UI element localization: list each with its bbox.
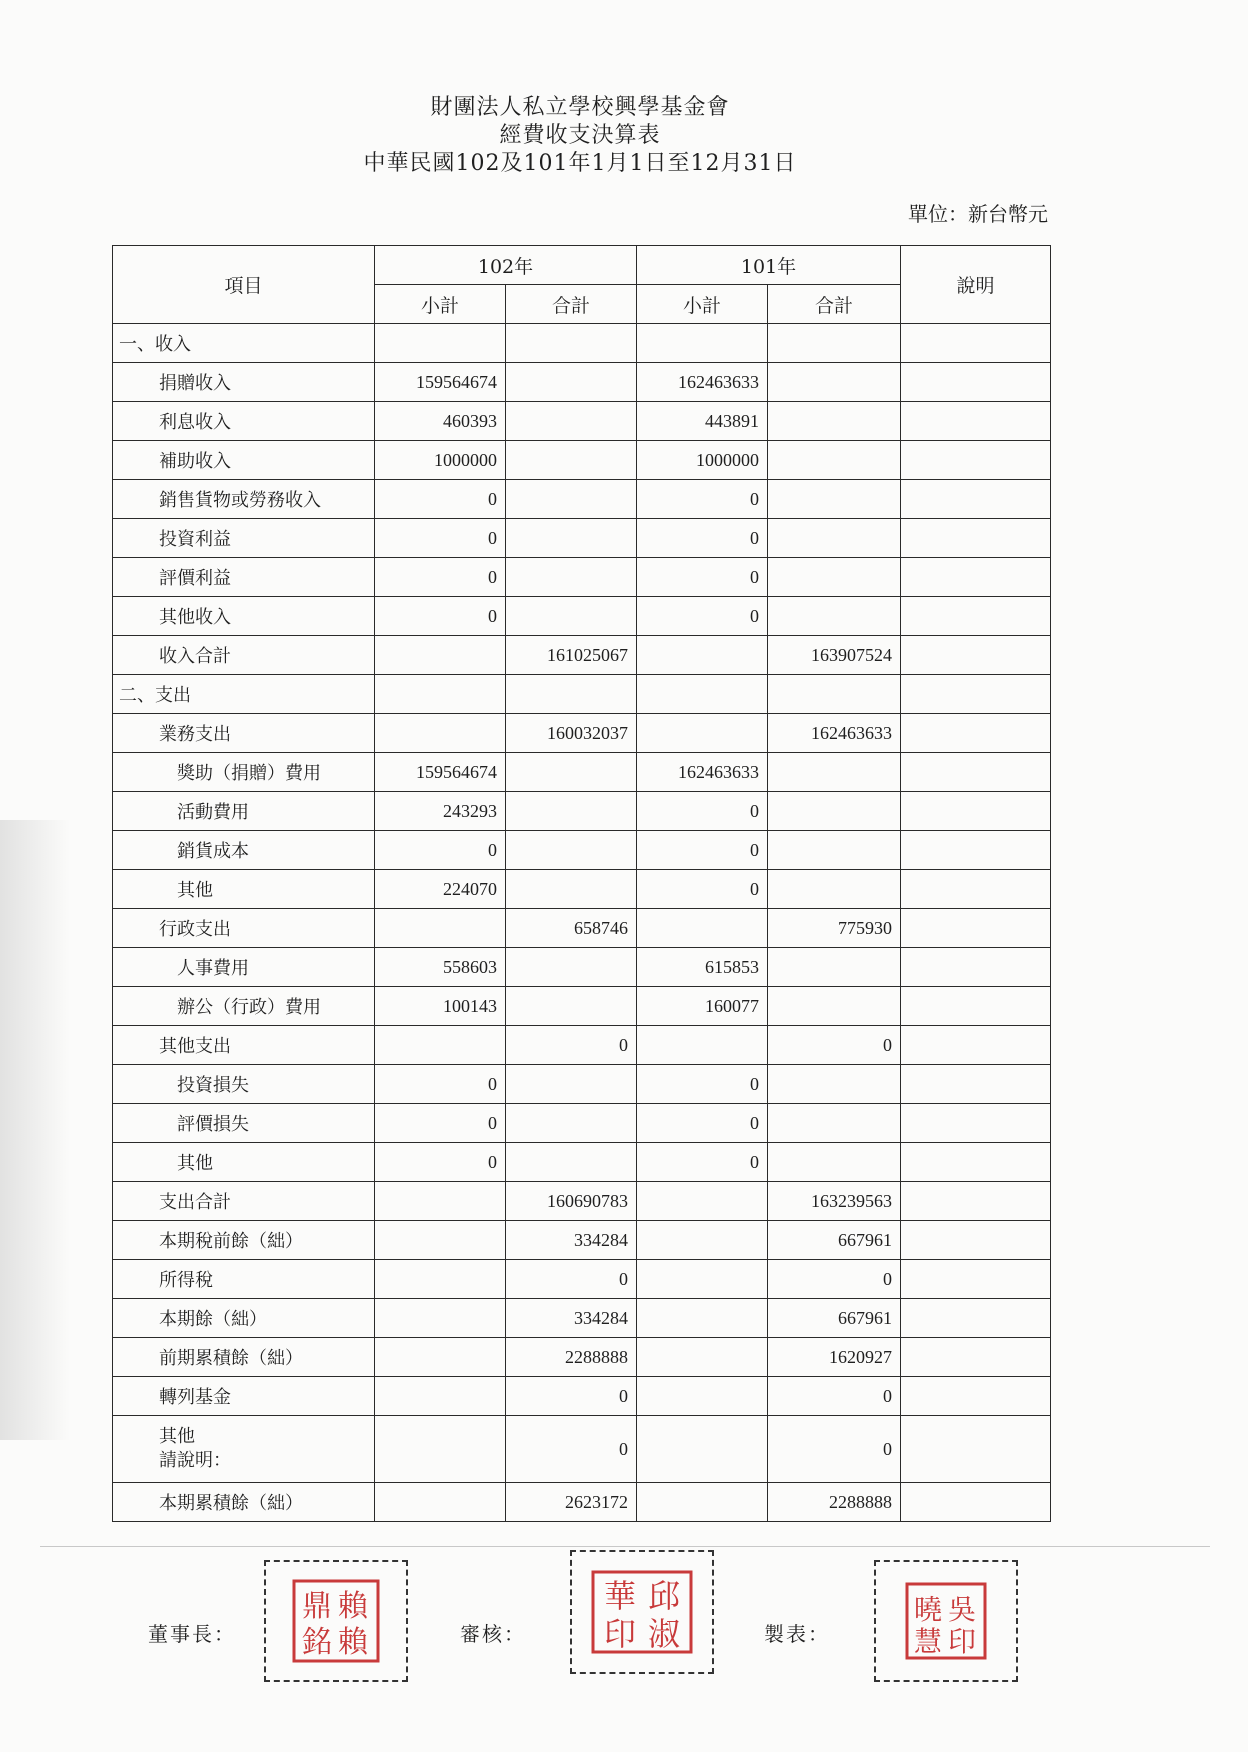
cell-101-total (768, 480, 901, 519)
cell-note (901, 1416, 1051, 1483)
row-label: 其他收入 (113, 597, 375, 636)
cell-102-subtotal: 460393 (375, 402, 506, 441)
cell-101-subtotal: 615853 (637, 948, 768, 987)
row-label: 其他 (113, 1143, 375, 1182)
cell-101-subtotal (637, 324, 768, 363)
cell-101-total (768, 558, 901, 597)
cell-102-subtotal (375, 1260, 506, 1299)
cell-102-total (506, 1065, 637, 1104)
prepare-signature-box (874, 1560, 1018, 1682)
cell-102-total (506, 753, 637, 792)
cell-102-total (506, 363, 637, 402)
cell-note (901, 675, 1051, 714)
cell-101-total: 667961 (768, 1221, 901, 1260)
cell-102-total: 160690783 (506, 1182, 637, 1221)
row-label: 活動費用 (113, 792, 375, 831)
financial-table (112, 245, 1051, 1522)
cell-101-subtotal: 0 (637, 1065, 768, 1104)
cell-102-total: 0 (506, 1377, 637, 1416)
cell-102-total: 161025067 (506, 636, 637, 675)
table-body (113, 324, 1051, 1522)
cell-102-total (506, 675, 637, 714)
cell-note (901, 987, 1051, 1026)
cell-note (901, 324, 1051, 363)
cell-note (901, 1377, 1051, 1416)
row-label: 其他支出 (113, 1026, 375, 1065)
header-101-subtotal: 小計 (637, 285, 768, 324)
row-label: 轉列基金 (113, 1377, 375, 1416)
report-title: 經費收支決算表 (499, 123, 661, 148)
cell-101-subtotal: 0 (637, 1104, 768, 1143)
cell-101-total (768, 1143, 901, 1182)
table-row (113, 753, 1051, 792)
cell-102-total (506, 948, 637, 987)
row-label: 補助收入 (113, 441, 375, 480)
svg-text:印: 印 (947, 1625, 977, 1658)
cell-note (901, 441, 1051, 480)
cell-101-subtotal (637, 909, 768, 948)
currency-unit: 單位：新台幣元 (908, 202, 1048, 226)
table-row (113, 1338, 1051, 1377)
cell-102-subtotal: 0 (375, 1104, 506, 1143)
signature-row (0, 1548, 1248, 1698)
table-row (113, 1483, 1051, 1522)
row-label (113, 1416, 375, 1483)
svg-text:鼎: 鼎 (302, 1589, 332, 1624)
cell-note (901, 714, 1051, 753)
cell-102-total (506, 324, 637, 363)
cell-102-subtotal (375, 1221, 506, 1260)
report-period: 中華民國102及101年1月1日至12月31日 (363, 151, 797, 176)
cell-102-subtotal: 0 (375, 480, 506, 519)
svg-text:賴: 賴 (338, 1589, 368, 1624)
cell-102-subtotal (375, 1377, 506, 1416)
cell-101-subtotal: 0 (637, 480, 768, 519)
cell-101-subtotal: 160077 (637, 987, 768, 1026)
svg-text:慧: 慧 (913, 1625, 943, 1658)
svg-text:華: 華 (603, 1577, 637, 1615)
cell-101-total (768, 402, 901, 441)
header-101-total: 合計 (768, 285, 901, 324)
table-row (113, 1065, 1051, 1104)
cell-102-subtotal (375, 909, 506, 948)
cell-102-total (506, 831, 637, 870)
row-label: 投資損失 (113, 1065, 375, 1104)
cell-101-total (768, 870, 901, 909)
header-year-102: 102年 (375, 246, 637, 285)
cell-101-subtotal (637, 636, 768, 675)
row-label: 評價損失 (113, 1104, 375, 1143)
review-signature-box (570, 1550, 714, 1674)
header-102-total: 合計 (506, 285, 637, 324)
cell-102-total: 160032037 (506, 714, 637, 753)
table-row (113, 597, 1051, 636)
row-label: 捐贈收入 (113, 363, 375, 402)
cell-102-subtotal: 1000000 (375, 441, 506, 480)
table-row (113, 909, 1051, 948)
row-label: 獎助（捐贈）費用 (113, 753, 375, 792)
cell-101-total (768, 675, 901, 714)
cell-101-subtotal (637, 1221, 768, 1260)
cell-101-total (768, 1104, 901, 1143)
header-year-101: 101年 (637, 246, 901, 285)
header-item: 項目 (113, 246, 375, 324)
cell-102-subtotal: 0 (375, 1143, 506, 1182)
cell-note (901, 1026, 1051, 1065)
svg-text:吳: 吳 (947, 1593, 977, 1626)
scan-shadow (0, 820, 70, 1440)
cell-101-subtotal (637, 675, 768, 714)
table-row (113, 1026, 1051, 1065)
cell-102-subtotal: 0 (375, 831, 506, 870)
cell-102-total (506, 402, 637, 441)
row-label: 本期餘（絀） (113, 1299, 375, 1338)
table-row (113, 441, 1051, 480)
chairman-seal (291, 1578, 381, 1664)
svg-text:銘: 銘 (302, 1625, 332, 1660)
table-row (113, 1143, 1051, 1182)
cell-102-subtotal: 159564674 (375, 753, 506, 792)
row-label: 銷售貨物或勞務收入 (113, 480, 375, 519)
svg-text:邱: 邱 (647, 1577, 681, 1615)
cell-102-total: 334284 (506, 1299, 637, 1338)
cell-101-total: 775930 (768, 909, 901, 948)
row-label: 評價利益 (113, 558, 375, 597)
cell-101-total: 163907524 (768, 636, 901, 675)
cell-note (901, 558, 1051, 597)
table-row (113, 558, 1051, 597)
table-row (113, 792, 1051, 831)
cell-note (901, 636, 1051, 675)
cell-note (901, 402, 1051, 441)
cell-101-total: 2288888 (768, 1483, 901, 1522)
cell-note (901, 597, 1051, 636)
cell-102-subtotal (375, 1483, 506, 1522)
cell-note (901, 1338, 1051, 1377)
cell-101-total (768, 324, 901, 363)
table-row (113, 1221, 1051, 1260)
cell-102-subtotal (375, 1026, 506, 1065)
cell-101-subtotal (637, 1299, 768, 1338)
cell-101-total (768, 948, 901, 987)
cell-102-total (506, 987, 637, 1026)
cell-101-total (768, 597, 901, 636)
row-label: 支出合計 (113, 1182, 375, 1221)
cell-102-subtotal: 0 (375, 597, 506, 636)
cell-102-total: 0 (506, 1416, 637, 1483)
table-row (113, 948, 1051, 987)
row-label: 一、收入 (113, 324, 375, 363)
cell-101-total (768, 441, 901, 480)
org-title: 財團法人私立學校興學基金會 (430, 95, 730, 120)
row-label: 本期稅前餘（絀） (113, 1221, 375, 1260)
cell-102-total: 0 (506, 1260, 637, 1299)
review-label: 審核： (460, 1622, 526, 1646)
row-label: 其他 (113, 870, 375, 909)
table-row (113, 870, 1051, 909)
cell-102-subtotal (375, 324, 506, 363)
cell-102-subtotal: 159564674 (375, 363, 506, 402)
cell-note (901, 1260, 1051, 1299)
table-row (113, 363, 1051, 402)
cell-102-total (506, 1104, 637, 1143)
review-seal (590, 1569, 694, 1655)
cell-101-total (768, 831, 901, 870)
cell-102-total (506, 441, 637, 480)
cell-102-subtotal: 100143 (375, 987, 506, 1026)
cell-102-total (506, 597, 637, 636)
row-label: 行政支出 (113, 909, 375, 948)
cell-102-subtotal: 243293 (375, 792, 506, 831)
cell-note (901, 480, 1051, 519)
cell-102-total: 658746 (506, 909, 637, 948)
cell-101-subtotal (637, 714, 768, 753)
cell-102-subtotal (375, 636, 506, 675)
prepare-label: 製表： (764, 1622, 830, 1646)
cell-102-total: 2623172 (506, 1483, 637, 1522)
cell-102-subtotal: 224070 (375, 870, 506, 909)
cell-102-subtotal: 0 (375, 519, 506, 558)
row-label: 辦公（行政）費用 (113, 987, 375, 1026)
cell-102-subtotal (375, 1299, 506, 1338)
table-row (113, 1377, 1051, 1416)
header-note: 說明 (901, 246, 1051, 324)
cell-102-subtotal (375, 714, 506, 753)
cell-note (901, 519, 1051, 558)
row-label: 前期累積餘（絀） (113, 1338, 375, 1377)
cell-101-subtotal (637, 1026, 768, 1065)
table-row (113, 675, 1051, 714)
cell-note (901, 831, 1051, 870)
row-label-line2: 請說明： (159, 1450, 231, 1471)
cell-101-subtotal: 0 (637, 831, 768, 870)
cell-101-subtotal (637, 1416, 768, 1483)
cell-102-total (506, 519, 637, 558)
cell-101-total (768, 987, 901, 1026)
header-102-subtotal: 小計 (375, 285, 506, 324)
cell-102-subtotal (375, 1182, 506, 1221)
cell-101-total: 0 (768, 1260, 901, 1299)
cell-note (901, 1143, 1051, 1182)
cell-102-total: 2288888 (506, 1338, 637, 1377)
cell-102-total (506, 480, 637, 519)
cell-102-total (506, 1143, 637, 1182)
row-label: 利息收入 (113, 402, 375, 441)
cell-101-total: 163239563 (768, 1182, 901, 1221)
cell-101-subtotal (637, 1483, 768, 1522)
footer-divider (40, 1546, 1210, 1547)
table-row (113, 831, 1051, 870)
cell-101-subtotal: 0 (637, 597, 768, 636)
cell-102-total (506, 870, 637, 909)
table-row (113, 1416, 1051, 1483)
table-row (113, 714, 1051, 753)
row-label: 投資利益 (113, 519, 375, 558)
cell-101-subtotal: 162463633 (637, 363, 768, 402)
cell-note (901, 1483, 1051, 1522)
cell-101-subtotal (637, 1338, 768, 1377)
table-row (113, 480, 1051, 519)
cell-note (901, 948, 1051, 987)
table-row (113, 519, 1051, 558)
cell-101-total (768, 1065, 901, 1104)
row-label: 人事費用 (113, 948, 375, 987)
row-label: 收入合計 (113, 636, 375, 675)
cell-101-total: 162463633 (768, 714, 901, 753)
svg-text:淑: 淑 (647, 1615, 681, 1653)
row-label: 二、支出 (113, 675, 375, 714)
svg-text:曉: 曉 (913, 1593, 943, 1626)
cell-101-total (768, 753, 901, 792)
cell-101-subtotal (637, 1260, 768, 1299)
cell-101-total: 1620927 (768, 1338, 901, 1377)
cell-101-subtotal: 1000000 (637, 441, 768, 480)
table-row (113, 402, 1051, 441)
svg-text:賴: 賴 (338, 1625, 368, 1660)
cell-note (901, 1104, 1051, 1143)
cell-102-total (506, 558, 637, 597)
cell-101-total: 667961 (768, 1299, 901, 1338)
row-label: 銷貨成本 (113, 831, 375, 870)
cell-102-subtotal: 0 (375, 558, 506, 597)
table-row (113, 636, 1051, 675)
cell-note (901, 1182, 1051, 1221)
cell-102-total (506, 792, 637, 831)
cell-102-subtotal (375, 1416, 506, 1483)
cell-101-total: 0 (768, 1416, 901, 1483)
cell-101-subtotal: 443891 (637, 402, 768, 441)
row-label: 本期累積餘（絀） (113, 1483, 375, 1522)
cell-101-total (768, 519, 901, 558)
cell-102-subtotal: 558603 (375, 948, 506, 987)
chairman-label: 董事長： (148, 1622, 236, 1646)
cell-note (901, 792, 1051, 831)
cell-101-subtotal: 0 (637, 1143, 768, 1182)
cell-note (901, 1221, 1051, 1260)
cell-102-subtotal (375, 675, 506, 714)
cell-note (901, 1065, 1051, 1104)
table-row (113, 324, 1051, 363)
cell-101-subtotal (637, 1377, 768, 1416)
cell-note (901, 909, 1051, 948)
table-row (113, 1104, 1051, 1143)
row-label: 所得稅 (113, 1260, 375, 1299)
cell-101-total: 0 (768, 1377, 901, 1416)
chairman-signature-box (264, 1560, 408, 1682)
table-header-row (113, 246, 1051, 285)
cell-note (901, 753, 1051, 792)
cell-101-total (768, 792, 901, 831)
cell-101-subtotal: 0 (637, 870, 768, 909)
row-label: 業務支出 (113, 714, 375, 753)
cell-101-subtotal: 0 (637, 519, 768, 558)
cell-note (901, 870, 1051, 909)
table-row (113, 1299, 1051, 1338)
cell-102-total: 334284 (506, 1221, 637, 1260)
table-row (113, 987, 1051, 1026)
cell-101-subtotal: 0 (637, 792, 768, 831)
table-row (113, 1182, 1051, 1221)
cell-102-subtotal (375, 1338, 506, 1377)
cell-101-subtotal: 162463633 (637, 753, 768, 792)
svg-text:印: 印 (603, 1615, 637, 1653)
cell-102-subtotal: 0 (375, 1065, 506, 1104)
row-label-line1: 其他 (159, 1426, 195, 1447)
cell-101-total: 0 (768, 1026, 901, 1065)
cell-101-subtotal (637, 1182, 768, 1221)
cell-101-total (768, 363, 901, 402)
cell-note (901, 363, 1051, 402)
cell-note (901, 1299, 1051, 1338)
table-row (113, 1260, 1051, 1299)
prepare-seal (904, 1581, 988, 1661)
cell-101-subtotal: 0 (637, 558, 768, 597)
cell-102-total: 0 (506, 1026, 637, 1065)
